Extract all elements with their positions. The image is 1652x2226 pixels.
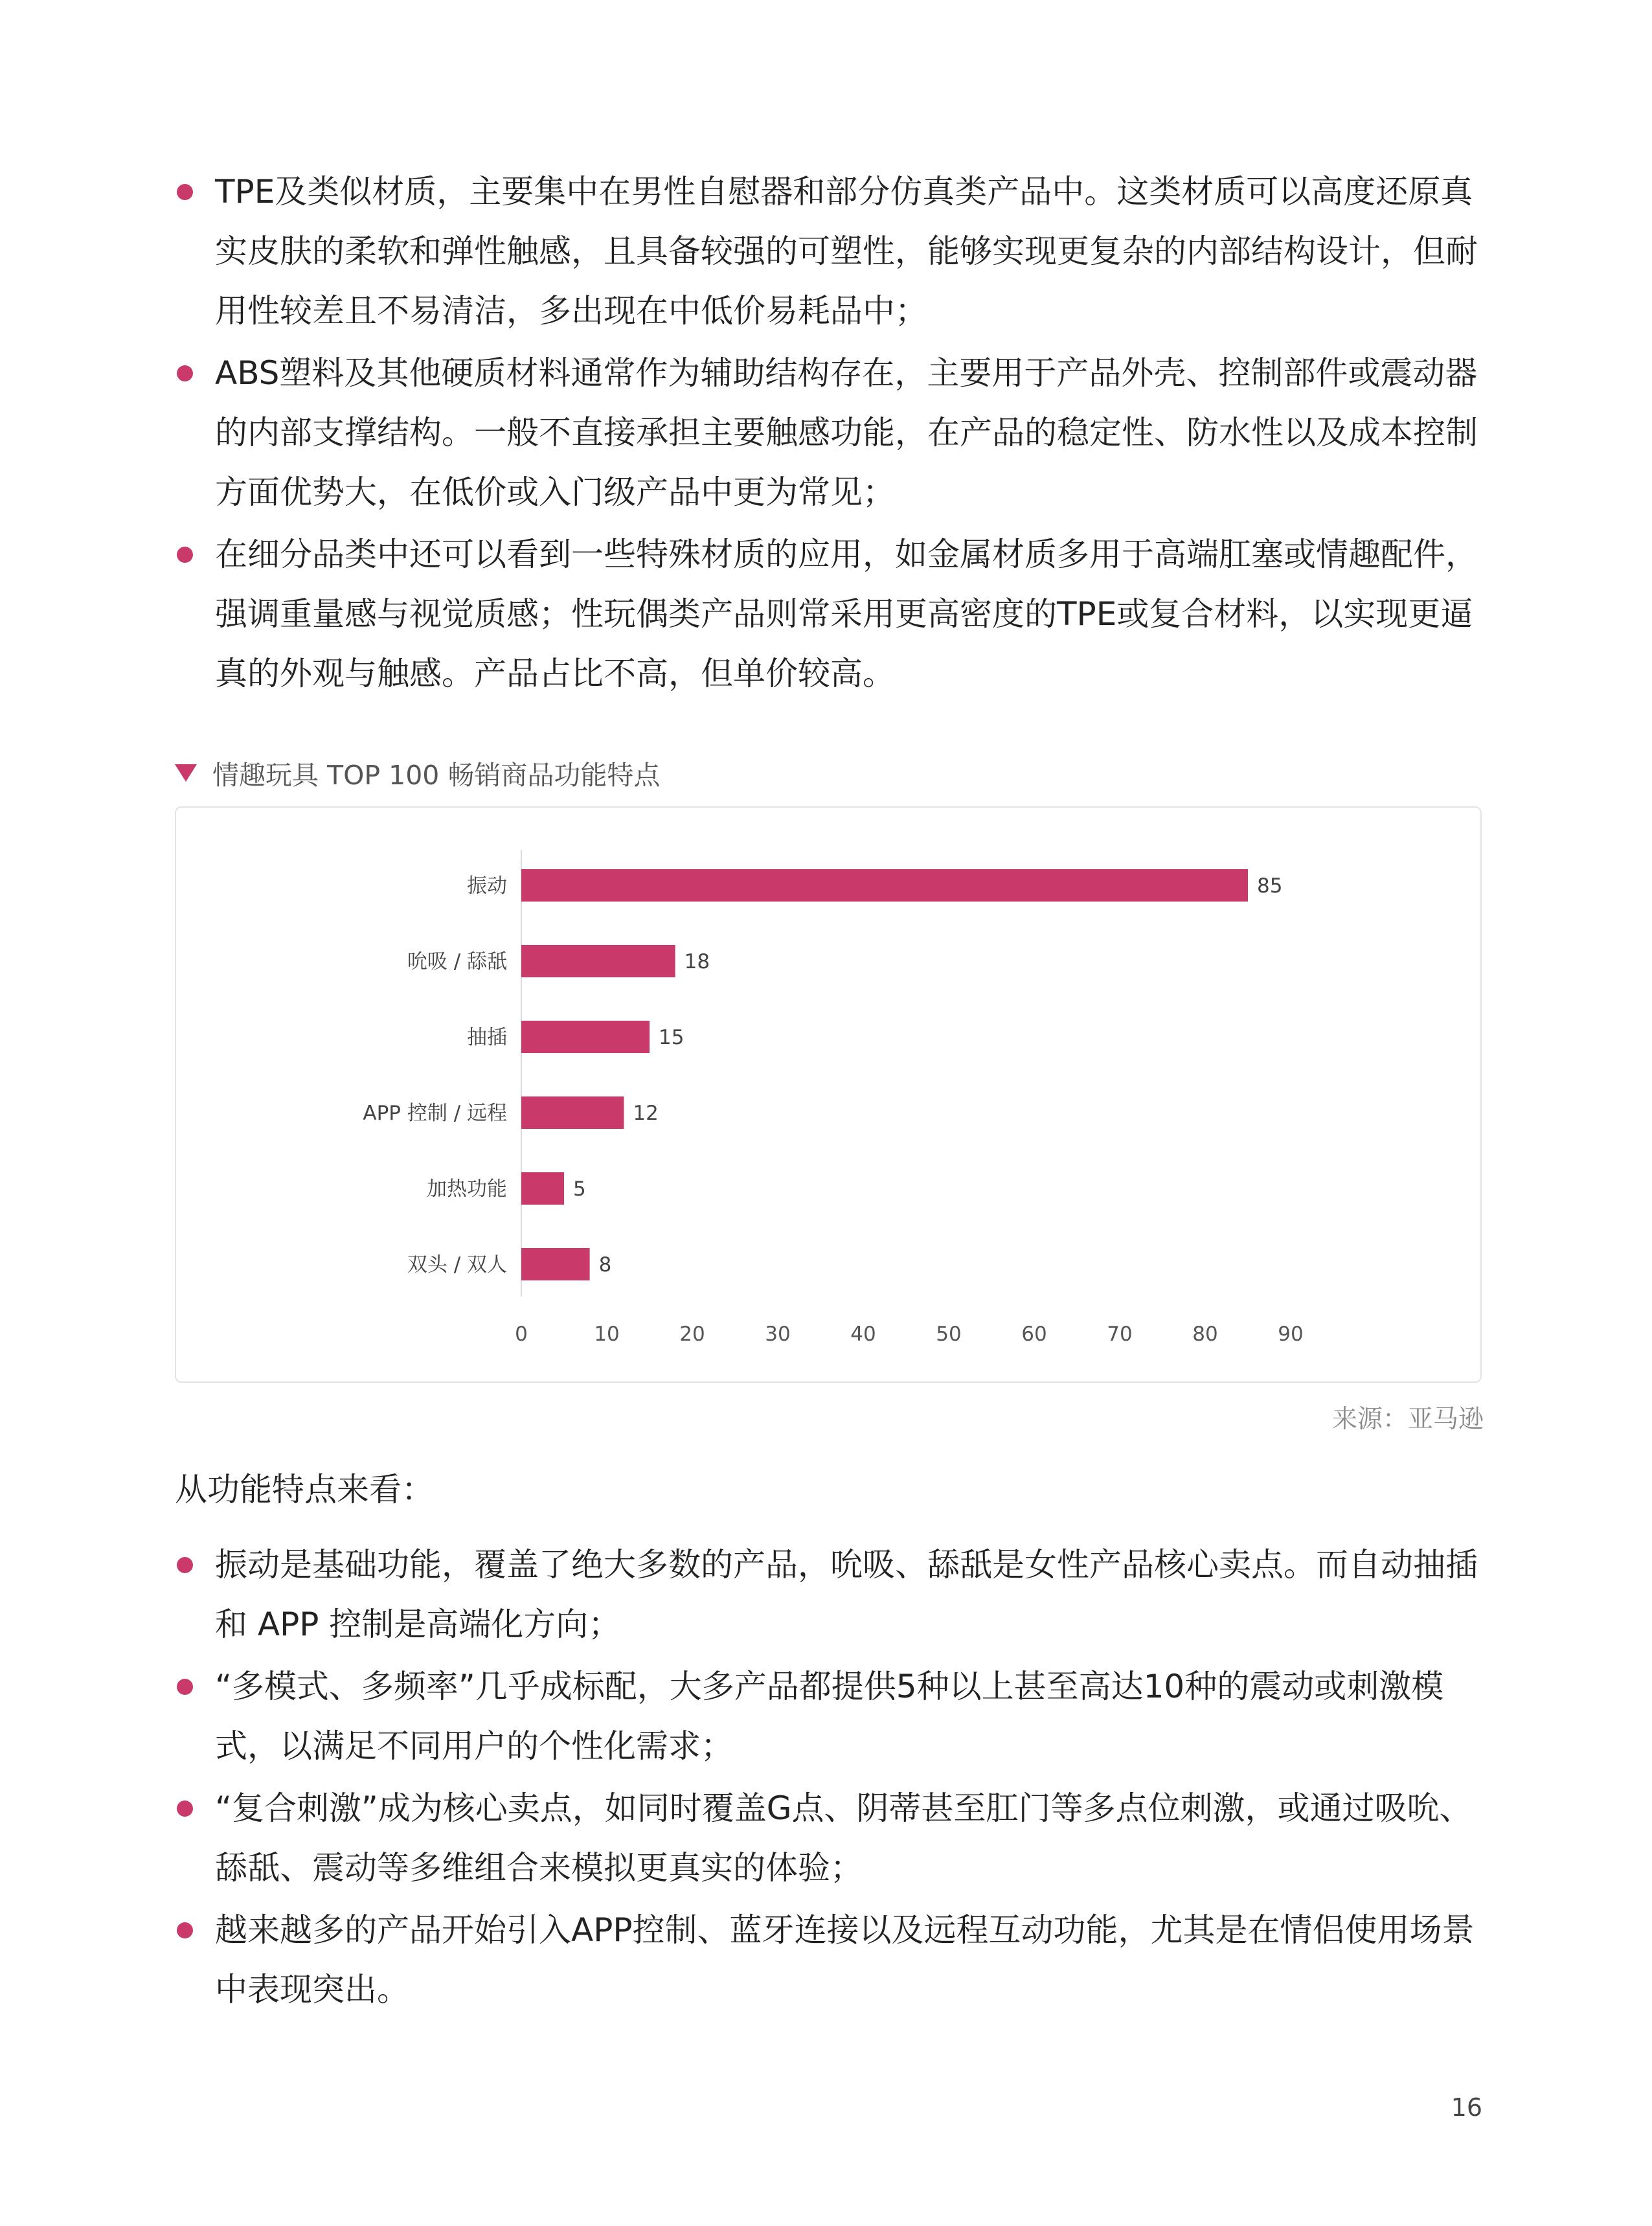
bullet-text: 越来越多的产品开始引入APP控制、蓝牙连接以及远程互动功能，尤其是在情侣使用场景中表现突出。 xyxy=(215,1911,1475,2008)
bullet-text: “多模式、多频率”几乎成标配，大多产品都提供5种以上甚至高达10种的震动或刺激模式，以满足不同用户的个性化需求； xyxy=(215,1668,1444,1765)
list-item xyxy=(175,343,1489,522)
bullet-text: ABS塑料及其他硬质材料通常作为辅助结构存在，主要用于产品外壳、控制部件或震动器的内部支撑结构。一般不直接承担主要触感功能，在产品的稳定性、防水性以及成本控制方面优势大，在低价或入门级产品中更为常见； xyxy=(215,354,1478,511)
category-label: 加热功能 xyxy=(427,1177,507,1201)
x-tick-label: 40 xyxy=(850,1323,876,1346)
bullet-dot-icon xyxy=(177,1800,193,1817)
category-label: 双头 / 双人 xyxy=(407,1253,507,1277)
list-item xyxy=(175,1778,1489,1898)
data-label: 18 xyxy=(684,950,710,973)
list-item xyxy=(175,525,1489,703)
data-label: 15 xyxy=(659,1026,685,1049)
lead-text: 从功能特点来看： xyxy=(175,1471,434,1508)
data-label: 85 xyxy=(1257,874,1283,898)
data-label: 12 xyxy=(633,1102,659,1125)
bar-chart xyxy=(176,808,1480,1381)
bullet-dot-icon xyxy=(177,365,193,381)
data-label: 5 xyxy=(573,1177,586,1201)
bullet-text: 在细分品类中还可以看到一些特殊材质的应用，如金属材质多用于高端肛塞或情趣配件，强调重量感与视觉质感；性玩偶类产品则常采用更高密度的TPE或复合材料，以实现更逼真的外观与触感。产品占比不高，但单价较高。 xyxy=(215,536,1478,692)
bar xyxy=(521,1172,564,1205)
category-label: 振动 xyxy=(467,874,507,898)
category-label: 抽插 xyxy=(467,1026,507,1049)
bullet-text: TPE及类似材质，主要集中在男性自慰器和部分仿真类产品中。这类材质可以高度还原真实皮肤的柔软和弹性触感，且具备较强的可塑性，能够实现更复杂的内部结构设计，但耐用性较差且不易清洁，多出现在中低价易耗品中； xyxy=(215,173,1478,330)
triangle-down-icon xyxy=(175,764,197,782)
category-label: 吮吸 / 舔舐 xyxy=(407,950,507,973)
x-tick-label: 60 xyxy=(1021,1323,1047,1346)
bar xyxy=(521,945,675,977)
x-tick-label: 70 xyxy=(1107,1323,1133,1346)
bar-chart-card xyxy=(175,806,1482,1383)
intro-bullet-list xyxy=(175,162,1489,706)
x-tick-label: 20 xyxy=(679,1323,705,1346)
bar xyxy=(521,1248,590,1280)
list-item xyxy=(175,1657,1489,1776)
x-tick-label: 50 xyxy=(936,1323,962,1346)
bar xyxy=(521,1021,650,1053)
feature-bullet-list xyxy=(175,1535,1489,2022)
x-tick-label: 80 xyxy=(1192,1323,1218,1346)
x-tick-label: 0 xyxy=(515,1323,528,1346)
list-item xyxy=(175,162,1489,341)
bullet-dot-icon xyxy=(177,547,193,563)
source-note: 来源：亚马逊 xyxy=(1331,1405,1484,1434)
list-item xyxy=(175,1900,1489,2019)
x-tick-label: 90 xyxy=(1278,1323,1304,1346)
bar xyxy=(521,869,1248,902)
bullet-dot-icon xyxy=(177,1557,193,1573)
x-tick-label: 30 xyxy=(765,1323,791,1346)
category-label: APP 控制 / 远程 xyxy=(363,1102,507,1125)
bar xyxy=(521,1096,624,1129)
list-item xyxy=(175,1535,1489,1654)
data-label: 8 xyxy=(598,1253,612,1277)
bullet-dot-icon xyxy=(177,1922,193,1938)
bullet-dot-icon xyxy=(177,184,193,200)
bullet-dot-icon xyxy=(177,1679,193,1695)
page-number: 16 xyxy=(1451,2093,1482,2122)
chart-heading-text: 情趣玩具 TOP 100 畅销商品功能特点 xyxy=(212,759,661,791)
chart-heading xyxy=(175,753,660,792)
bullet-text: 振动是基础功能，覆盖了绝大多数的产品，吮吸、舔舐是女性产品核心卖点。而自动抽插和 APP 控制是高端化方向； xyxy=(215,1546,1478,1643)
x-tick-label: 10 xyxy=(594,1323,620,1346)
bullet-text: “复合刺激”成为核心卖点，如同时覆盖G点、阴蒂甚至肛门等多点位刺激，或通过吸吮、舔舐、震动等多维组合来模拟更真实的体验； xyxy=(215,1789,1472,1887)
